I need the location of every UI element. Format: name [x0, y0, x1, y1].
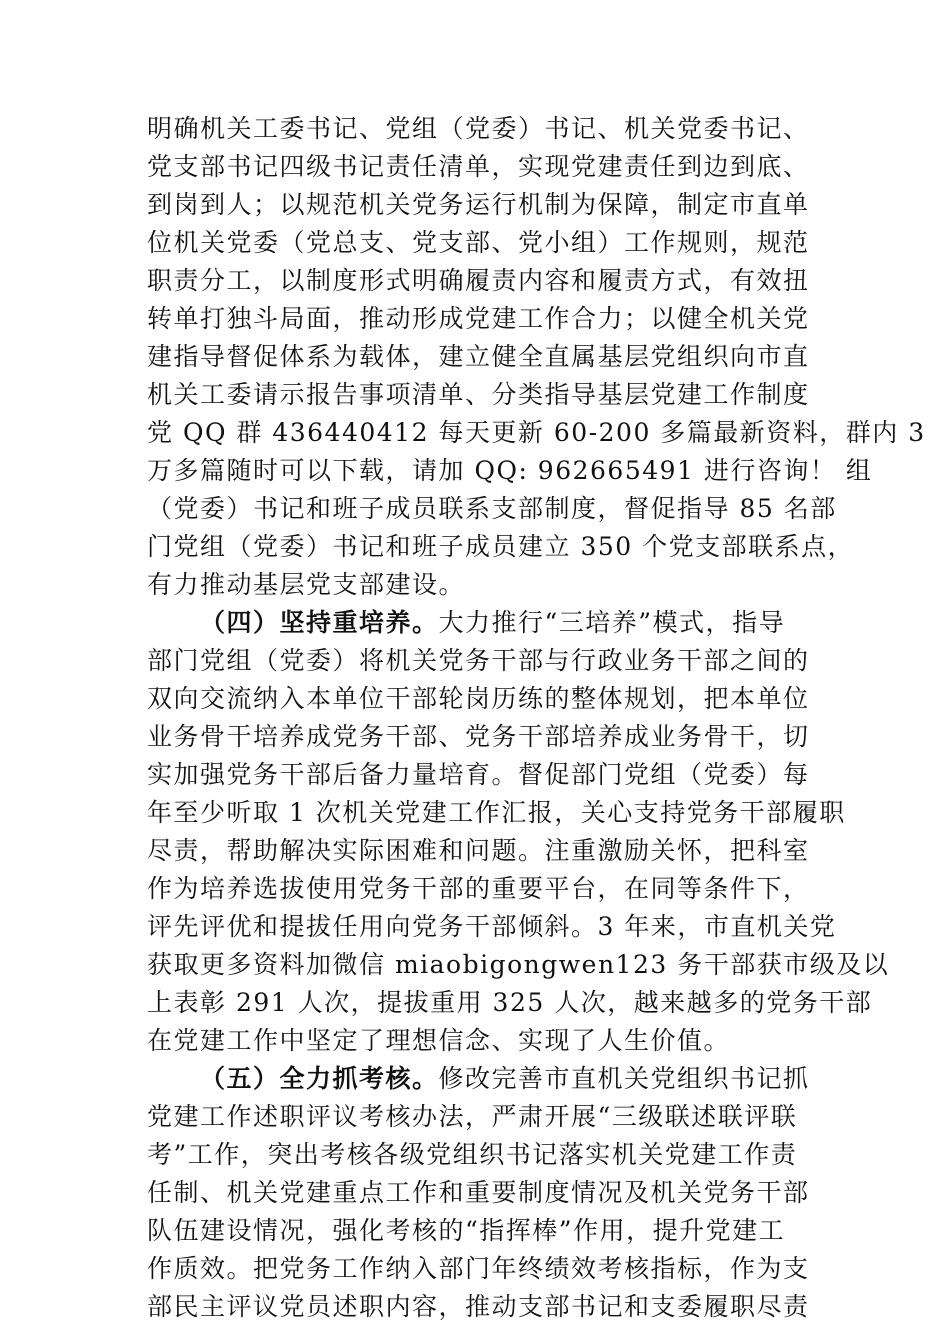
- text-line: 职责分工，以制度形式明确履责内容和履责方式，有效扭: [147, 266, 810, 295]
- text-span: 大力推行“三培养”模式，指导: [438, 608, 786, 637]
- text-line: 实加强党务干部后备力量培育。督促部门党组（党委）每: [147, 760, 810, 789]
- text-line: 队伍建设情况，强化考核的“指挥棒”作用，提升党建工: [147, 1216, 786, 1245]
- text-line: 考”工作，突出考核各级党组织书记落实机关党建工作责: [147, 1140, 798, 1169]
- text-line: 上表彰 291 人次，提拔重用 325 人次，越来越多的党务干部: [147, 988, 873, 1017]
- text-line: 建指导督促体系为载体，建立健全直属基层党组织向市直: [147, 342, 810, 371]
- section-heading: （四）坚持重培养。: [200, 608, 439, 637]
- text-line: 机关工委请示报告事项清单、分类指导基层党建工作制度: [147, 380, 810, 409]
- text-line: 有力推动基层党支部建设。: [147, 570, 466, 599]
- text-line: 双向交流纳入本单位干部轮岗历练的整体规划，把本单位: [147, 684, 810, 713]
- text-line: 门党组（党委）书记和班子成员建立 350 个党支部联系点，: [147, 532, 855, 561]
- text-line: （党委）书记和班子成员联系支部制度，督促指导 85 名部: [147, 494, 837, 523]
- text-line: 作为培养选拔使用党务干部的重要平台，在同等条件下，: [147, 874, 810, 903]
- text-span: 修改完善市直机关党组织书记抓: [438, 1064, 810, 1093]
- text-line: 明确机关工委书记、党组（党委）书记、机关党委书记、: [147, 114, 810, 143]
- text-line: 在党建工作中坚定了理想信念、实现了人生价值。: [147, 1026, 731, 1055]
- text-line: 党建工作述职评议考核办法，严肃开展“三级联述联评联: [147, 1102, 798, 1131]
- text-line: 作质效。把党务工作纳入部门年终绩效考核指标，作为支: [147, 1254, 810, 1283]
- text-line: 获取更多资料加微信 miaobigongwen123 务干部获市级及以: [147, 950, 890, 979]
- text-line: 位机关党委（党总支、党支部、党小组）工作规则，规范: [147, 228, 810, 257]
- text-line: 部民主评议党员述职内容，推动支部书记和支委履职尽责: [147, 1292, 810, 1321]
- text-line: 部门党组（党委）将机关党务干部与行政业务干部之间的: [147, 646, 810, 675]
- paragraph-heading-line: [200, 1062, 810, 1096]
- text-line: 万多篇随时可以下载，请加 QQ: 962665491 进行咨询！ 组: [147, 456, 873, 485]
- text-line: 任制、机关党建重点工作和重要制度情况及机关党务干部: [147, 1178, 810, 1207]
- text-line: 年至少听取 1 次机关党建工作汇报，关心支持党务干部履职: [147, 798, 846, 827]
- text-line: 转单打独斗局面，推动形成党建工作合力；以健全机关党: [147, 304, 810, 333]
- text-line: 评先评优和提拔任用向党务干部倾斜。3 年来，市直机关党: [147, 912, 837, 941]
- paragraph-heading-line: [200, 606, 785, 640]
- text-line: 党支部书记四级书记责任清单，实现党建责任到边到底、: [147, 152, 810, 181]
- text-line: 到岗到人；以规范机关党务运行机制为保障，制定市直单: [147, 190, 810, 219]
- text-line: 业务骨干培养成党务干部、党务干部培养成业务骨干，切: [147, 722, 810, 751]
- text-line: 尽责，帮助解决实际困难和问题。注重激励关怀，把科室: [147, 836, 810, 865]
- section-heading: （五）全力抓考核。: [200, 1064, 439, 1093]
- text-line: 党 QQ 群 436440412 每天更新 60-200 多篇最新资料，群内 3: [147, 418, 926, 447]
